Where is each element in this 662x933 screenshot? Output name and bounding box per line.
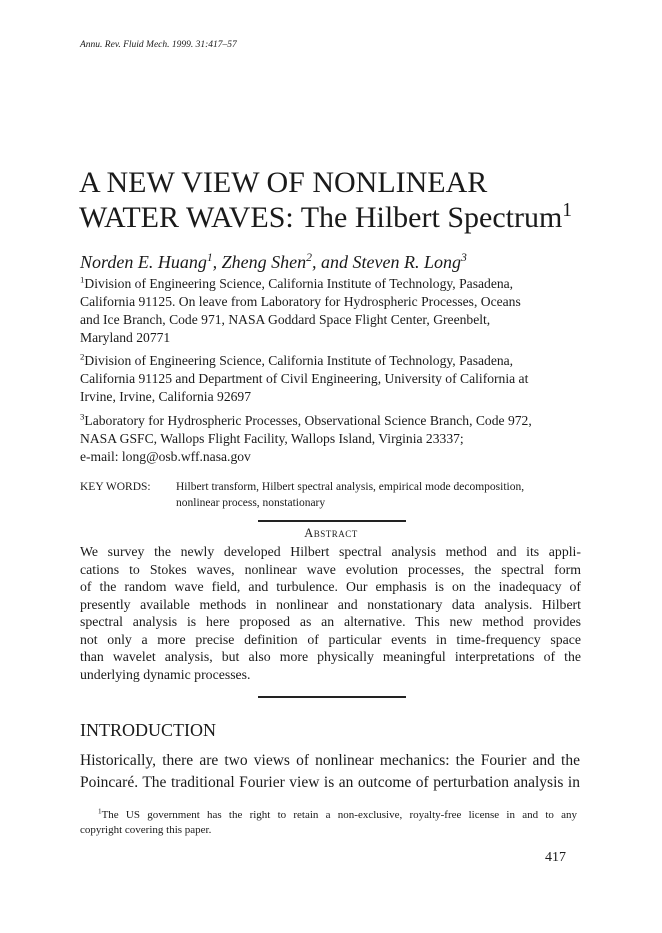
title-text: WATER WAVES: The Hilbert Spectrum	[79, 201, 563, 234]
title-line-1: A NEW VIEW OF NONLINEAR	[79, 166, 488, 199]
title-footnote-mark: 1	[562, 200, 573, 221]
footnote-mark: 1	[98, 807, 102, 816]
abstract-line: not only a more precise definition of particular events in time-frequency space	[80, 631, 581, 647]
running-header: Annu. Rev. Fluid Mech. 1999. 31:417–57	[80, 40, 237, 50]
keywords-line: nonlinear process, nonstationary	[176, 497, 326, 509]
keywords-label: KEY WORDS:	[80, 481, 151, 493]
keywords-line: Hilbert transform, Hilbert spectral analysis, empirical mode decomposition,	[176, 481, 525, 493]
author-mark: 3	[461, 251, 467, 264]
abstract-line: spectral analysis is here proposed as an alternative. This new method provides	[80, 614, 581, 629]
author-mark: 1	[206, 251, 213, 264]
affiliation-3	[80, 412, 532, 466]
affiliation-2	[80, 352, 528, 406]
abstract-heading: Abstract	[304, 526, 358, 540]
affiliation-line: Maryland 20771	[80, 330, 171, 345]
affiliation-line: NASA GSFC, Wallops Flight Facility, Wallops Island, Virginia 23337;	[80, 431, 464, 446]
author-list: Norden E. Huang$^1$, Zheng Shen$^2$, and Steven R. Long$^3$	[80, 251, 467, 272]
abstract-line: We survey the newly developed Hilbert spectral analysis method and its appli-	[80, 544, 581, 559]
page-number: 417	[545, 850, 566, 865]
author-mark: 2	[306, 251, 313, 264]
author-name: Zheng Shen	[221, 252, 307, 272]
abstract-line: of the random wave field, and turbulence. Our emphasis is on the inadequacy of	[80, 579, 581, 594]
abstract-line: underlying dynamic processes.	[80, 666, 251, 682]
introduction-body	[80, 750, 580, 794]
affiliation-line: California 91125. On leave from Laboratory for Hydrospheric Processes, Oceans	[80, 294, 521, 309]
affiliation-1	[80, 275, 521, 347]
affiliation-mark: 3	[80, 411, 85, 422]
affiliation-line: California 91125 and Department of Civil Engineering, University of California at	[80, 371, 529, 386]
section-heading-introduction: INTRODUCTION	[80, 720, 216, 740]
affiliation-line: Division of Engineering Science, California Institute of Technology, Pasadena,	[84, 353, 514, 368]
abstract-line: cations to Stokes waves, nonlinear wave evolution processes, the spectral form	[80, 561, 581, 577]
author-name: Norden E. Huang	[80, 252, 207, 272]
author-name: and Steven R. Long	[321, 252, 461, 272]
body-line: Poincaré. The traditional Fourier view is an outcome of perturbation analysis in	[80, 774, 580, 791]
footnote	[80, 808, 577, 838]
affiliation-line: and Ice Branch, Code 971, NASA Goddard Space Flight Center, Greenbelt,	[80, 312, 491, 327]
abstract-line: than wavelet analysis, but also more physically meaningful interpretations of the	[80, 649, 581, 664]
body-line: Historically, there are two views of nonlinear mechanics: the Fourier and the	[80, 752, 580, 769]
abstract-top-rule	[258, 520, 406, 522]
affiliation-mark: 2	[80, 351, 85, 362]
abstract-bottom-rule	[258, 696, 406, 698]
abstract-body	[80, 543, 581, 683]
footnote-line: copyright covering this paper.	[80, 824, 212, 836]
abstract-line: presently available methods in nonlinear and nonstationary data analysis. Hilbert	[80, 596, 581, 612]
keywords-list	[176, 479, 524, 511]
title-line-2	[79, 201, 572, 235]
affiliation-line: Division of Engineering Science, California Institute of Technology, Pasadena,	[84, 276, 514, 291]
affiliation-line: e-mail: long@osb.wff.nasa.gov	[80, 449, 251, 464]
affiliation-line: Irvine, Irvine, California 92697	[80, 389, 252, 404]
affiliation-line: Laboratory for Hydrospheric Processes, Observational Science Branch, Code 972,	[84, 413, 532, 428]
footnote-line: The US government has the right to retain a non-exclusive, royalty-free license in and to any	[101, 809, 577, 821]
affiliation-mark: 1	[80, 274, 85, 285]
